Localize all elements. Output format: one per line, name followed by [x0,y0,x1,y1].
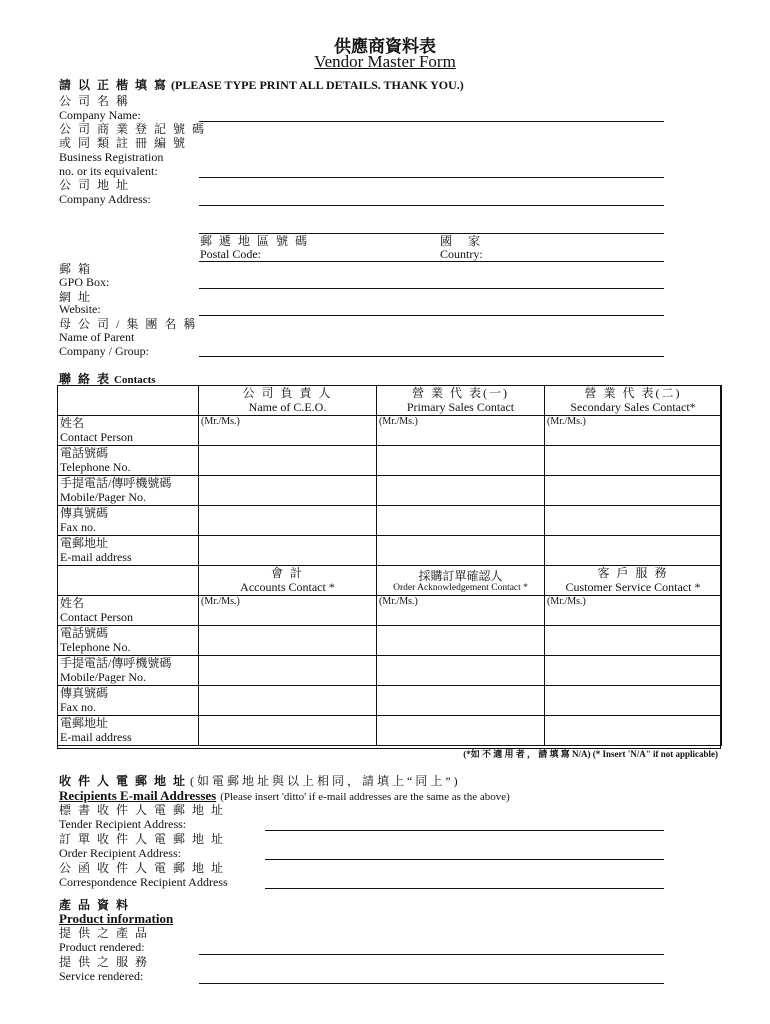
contacts-table [57,385,722,746]
title-chinese: 供應商資料表 [334,37,436,56]
secondary-sales-mobile-cell[interactable] [545,476,722,506]
order-recipient-label: Order Recipient Address: [59,846,181,860]
tender-recipient-label: Tender Recipient Address: [59,817,187,831]
header-ceo: 公 司 負 責 人 Name of C.E.O. [199,386,377,416]
primary-sales-fax-cell[interactable] [377,506,545,536]
service-rendered-label: Service rendered: [59,969,144,983]
website-field[interactable] [199,315,664,316]
tender-recipient-field[interactable] [265,830,664,831]
gpo-box-field[interactable] [199,288,664,289]
recipients-heading-cn-note: ( 如 電 郵 地 址 與 以 上 相 同 ， 請 填 上 “ 同 上 ” ) [190,774,458,788]
order-ack-fax-cell[interactable] [377,686,545,716]
business-reg-label-cn-2: 或 同 類 註 冊 編 號 [59,136,188,150]
row-label-email-2: 電郵地址 E-mail address [58,716,199,746]
secondary-sales-email-cell[interactable] [545,536,722,566]
row-label-mobile: 手提電話/傳呼機號碼 Mobile/Pager No. [58,476,199,506]
parent-company-label-cn: 母 公 司 / 集 團 名 稱 [59,317,198,331]
ceo-contact-person-cell[interactable]: (Mr./Ms.) [199,416,377,446]
primary-sales-email-cell[interactable] [377,536,545,566]
instruction-chinese: 請 以 正 楷 填 寫 [59,78,169,92]
service-rendered-label-cn: 提 供 之 服 務 [59,955,150,969]
company-name-label-cn: 公 司 名 稱 [59,94,131,108]
row-label-contact-person-2: 姓名 Contact Person [58,596,199,626]
secondary-sales-telephone-cell[interactable] [545,446,722,476]
ceo-telephone-cell[interactable] [199,446,377,476]
header-order-ack: 採購訂單確認人 Order Acknowledgement Contact * [377,566,545,596]
postal-code-label: Postal Code: [200,247,262,261]
not-applicable-note [463,749,718,760]
page-title: Vendor Master Form [314,52,456,71]
gpo-box-label-cn: 郵 箱 [59,262,93,276]
product-rendered-label: Product rendered: [59,940,145,954]
company-name-label: Company Name: [59,108,141,122]
primary-sales-mobile-cell[interactable] [377,476,545,506]
product-heading-cn: 產 品 資 料 [59,898,131,912]
product-heading: Product information [59,911,174,926]
correspondence-recipient-label-cn: 公 函 收 件 人 電 郵 地 址 [59,861,226,875]
company-address-field-1[interactable] [199,205,664,206]
contacts-heading-cn: 聯 絡 表 [59,372,112,386]
service-rendered-field[interactable] [199,983,664,984]
recipients-heading-note: (Please insert 'ditto' if e-mail addresses are the same as the above) [220,791,510,803]
row-label-contact-person: 姓名 Contact Person [58,416,199,446]
accounts-fax-cell[interactable] [199,686,377,716]
order-ack-email-cell[interactable] [377,716,545,746]
accounts-mobile-cell[interactable] [199,656,377,686]
header-customer-service: 客 戶 服 務 Customer Service Contact * [545,566,722,596]
row-label-email: 電郵地址 E-mail address [58,536,199,566]
row-label-mobile-2: 手提電話/傳呼機號碼 Mobile/Pager No. [58,656,199,686]
order-recipient-label-cn: 訂 單 收 件 人 電 郵 地 址 [59,832,226,846]
parent-company-field[interactable] [199,356,664,357]
secondary-sales-contact-person-cell[interactable]: (Mr./Ms.) [545,416,722,446]
customer-service-fax-cell[interactable] [545,686,722,716]
product-rendered-field[interactable] [199,954,664,955]
secondary-sales-fax-cell[interactable] [545,506,722,536]
accounts-contact-person-cell[interactable]: (Mr./Ms.) [199,596,377,626]
order-ack-telephone-cell[interactable] [377,626,545,656]
customer-service-telephone-cell[interactable] [545,626,722,656]
ceo-fax-cell[interactable] [199,506,377,536]
gpo-box-label: GPO Box: [59,275,110,289]
website-label: Website: [59,302,101,316]
instruction-line [59,78,464,92]
recipients-heading-cn-line [59,774,458,788]
parent-company-label-2: Company / Group: [59,344,149,358]
recipients-heading-cn: 收 件 人 電 郵 地 址 [59,774,188,788]
postal-country-field[interactable] [199,261,664,262]
ceo-email-cell[interactable] [199,536,377,566]
parent-company-label-1: Name of Parent [59,330,135,344]
correspondence-recipient-field[interactable] [265,888,664,889]
row-label-telephone-2: 電話號碼 Telephone No. [58,626,199,656]
row-label-fax-2: 傳真號碼 Fax no. [58,686,199,716]
order-ack-contact-person-cell[interactable]: (Mr./Ms.) [377,596,545,626]
primary-sales-contact-person-cell[interactable]: (Mr./Ms.) [377,416,545,446]
postal-code-label-cn: 郵 遞 地 區 號 碼 [200,234,310,248]
company-address-label: Company Address: [59,192,151,206]
business-reg-label-2: no. or its equivalent: [59,164,158,178]
header-accounts: 會 計 Accounts Contact * [199,566,377,596]
not-applicable-note-en: N/A) (* Insert 'N/A" if not applicable) [572,749,718,759]
header-secondary-sales: 營 業 代 表(二) Secondary Sales Contact* [545,386,722,416]
product-rendered-label-cn: 提 供 之 產 品 [59,926,150,940]
header-blank-2 [58,566,199,596]
country-label: Country: [440,247,483,261]
customer-service-mobile-cell[interactable] [545,656,722,686]
header-primary-sales: 營 業 代 表(一) Primary Sales Contact [377,386,545,416]
correspondence-recipient-label: Correspondence Recipient Address [59,875,228,889]
website-label-cn: 網 址 [59,290,93,304]
country-label-cn: 國 家 [440,234,483,248]
company-address-label-cn: 公 司 地 址 [59,178,131,192]
business-reg-label-cn-1: 公 司 商 業 登 記 號 碼 [59,122,207,136]
row-label-fax: 傳真號碼 Fax no. [58,506,199,536]
order-ack-mobile-cell[interactable] [377,656,545,686]
recipients-heading: Recipients E-mail Addresses [59,788,217,803]
primary-sales-telephone-cell[interactable] [377,446,545,476]
contacts-heading-en: Contacts [114,374,156,386]
accounts-email-cell[interactable] [199,716,377,746]
tender-recipient-label-cn: 標 書 收 件 人 電 郵 地 址 [59,803,226,817]
header-blank [58,386,199,416]
instruction-english: (PLEASE TYPE PRINT ALL DETAILS. THANK YOU.) [171,78,464,92]
customer-service-contact-person-cell[interactable]: (Mr./Ms.) [545,596,722,626]
ceo-mobile-cell[interactable] [199,476,377,506]
accounts-telephone-cell[interactable] [199,626,377,656]
business-reg-field[interactable] [199,177,664,178]
not-applicable-note-cn: (*如 不 適 用 者 ， 請 填 寫 [463,749,570,759]
business-reg-label-1: Business Registration [59,150,164,164]
order-recipient-field[interactable] [265,859,664,860]
row-label-telephone: 電話號碼 Telephone No. [58,446,199,476]
customer-service-email-cell[interactable] [545,716,722,746]
company-name-field[interactable] [199,121,664,122]
